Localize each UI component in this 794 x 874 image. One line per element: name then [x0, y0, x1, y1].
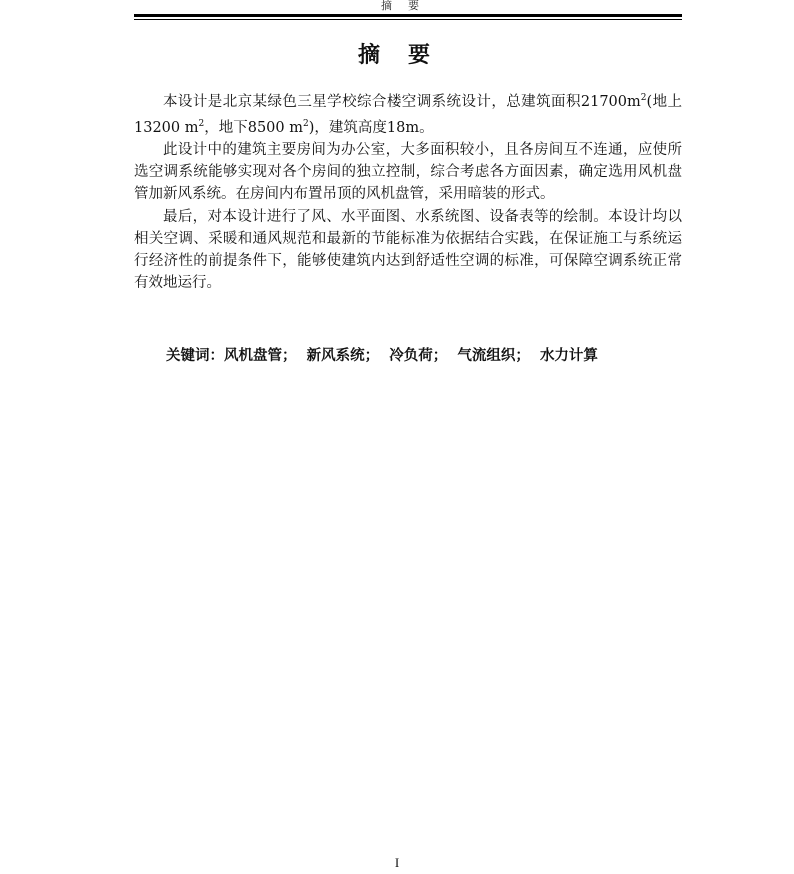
keyword-item: 新风系统； — [306, 348, 380, 364]
paragraph-2: 此设计中的建筑主要房间为办公室，大多面积较小，且各房间互不连通，应使所选空调系统能够实现对各个房间的独立控制，综合考虑各方面因素，确定选用风机盘管加新风系统。在房间内布置吊顶的风机盘管，采用暗装的形式。 — [134, 142, 682, 203]
header-rule-thin — [134, 19, 682, 20]
header-rule-thick — [134, 14, 682, 17]
superscript-2: 2 — [303, 119, 309, 130]
paragraph-1-text-c: ，地下8500 m — [204, 119, 303, 136]
keyword-item: 水力计算 — [539, 348, 598, 364]
keyword-item: 风机盘管； — [224, 348, 297, 364]
paragraph-1-text-a: 本设计是北京某绿色三星学校综合楼空调系统设计，总建筑面积21700m — [163, 93, 641, 110]
keywords-line — [166, 344, 706, 365]
keywords-label: 关键词： — [166, 348, 224, 364]
paragraph-1-text-b: (地上13200 m — [134, 93, 682, 136]
superscript-2: 2 — [198, 119, 205, 130]
abstract-body — [134, 87, 682, 294]
superscript-2: 2 — [640, 93, 647, 103]
page-title: 摘要 — [357, 43, 458, 68]
paragraph-3: 最后，对本设计进行了风、水平面图、水系统图、设备表等的绘制。本设计均以相关空调、采暖和通风规范和最新的节能标准为依据结合实践，在保证施工与系统运行经济性的前提条件下，能够使建筑内达到舒适性空调的标准，可保障空调系统正常有效地运行。 — [134, 208, 682, 292]
keyword-item: 气流组织； — [457, 348, 530, 364]
running-header: 摘要 — [381, 0, 435, 12]
paragraph-1-text-d: )，建筑高度18m。 — [308, 119, 434, 136]
keyword-item: 冷负荷； — [389, 348, 448, 364]
paragraph-1 — [134, 87, 682, 139]
page-number: I — [394, 855, 400, 870]
